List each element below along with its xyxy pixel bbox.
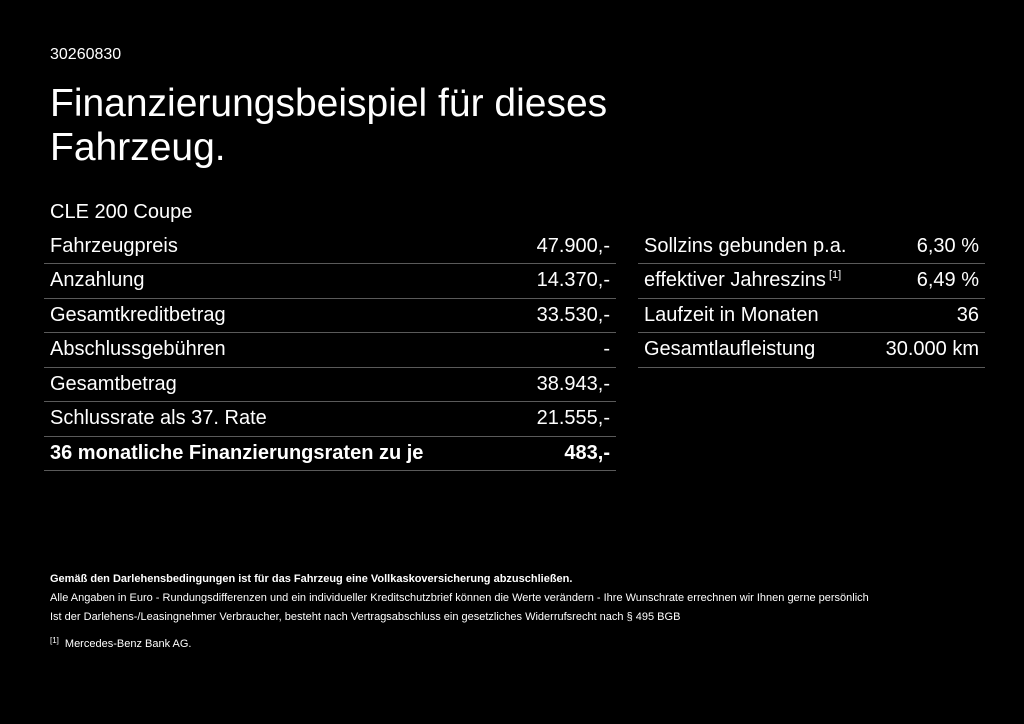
vehicle-model: CLE 200 Coupe bbox=[50, 201, 193, 223]
footnote-marker: [1] bbox=[50, 636, 59, 645]
table-row bbox=[638, 298, 985, 333]
row-value: 483,- bbox=[512, 436, 616, 471]
row-label: 36 monatliche Finanzierungsraten zu je bbox=[44, 436, 512, 471]
row-label: Schlussrate als 37. Rate bbox=[44, 402, 512, 437]
table-row bbox=[638, 333, 985, 368]
row-value: 6,30 % bbox=[871, 229, 985, 264]
footnote-marker: [1] bbox=[828, 269, 842, 282]
row-value: - bbox=[512, 333, 616, 368]
row-value: 36 bbox=[871, 298, 985, 333]
row-value: 30.000 km bbox=[871, 333, 985, 368]
row-value: 47.900,- bbox=[512, 229, 616, 264]
financing-table bbox=[44, 229, 616, 471]
row-label: Gesamtkreditbetrag bbox=[44, 298, 512, 333]
table-row bbox=[44, 333, 616, 368]
row-label-cell bbox=[638, 264, 871, 299]
insurance-note: Gemäß den Darlehensbedingungen ist für das Fahrzeug eine Vollkaskoversicherung abzuschließen. bbox=[50, 573, 573, 585]
table-row bbox=[44, 229, 616, 264]
table-row bbox=[44, 298, 616, 333]
revocation-note: Ist der Darlehens-/Leasingnehmer Verbraucher, besteht nach Vertragsabschluss ein gesetzliches Widerrufsrecht nach § 495 BGB bbox=[50, 611, 681, 623]
table-row bbox=[638, 229, 985, 264]
rounding-note: Alle Angaben in Euro - Rundungsdifferenzen und ein individueller Kreditschutzbrief können die Werte verändern - Ihre Wunschrate errechnen wir Ihnen gerne persönlich bbox=[50, 592, 869, 604]
table-row bbox=[44, 264, 616, 299]
row-label: Laufzeit in Monaten bbox=[638, 298, 871, 333]
row-value: 6,49 % bbox=[871, 264, 985, 299]
legal-notes bbox=[50, 570, 980, 654]
row-value: 14.370,- bbox=[512, 264, 616, 299]
row-value: 33.530,- bbox=[512, 298, 616, 333]
row-label: Fahrzeugpreis bbox=[44, 229, 512, 264]
interest-table bbox=[638, 229, 985, 368]
table-row bbox=[44, 367, 616, 402]
table-row bbox=[44, 402, 616, 437]
page-title: Finanzierungsbeispiel für dieses Fahrzeug. bbox=[50, 82, 608, 169]
row-value: 21.555,- bbox=[512, 402, 616, 437]
reference-number: 30260830 bbox=[50, 46, 122, 63]
footnote-text: Mercedes-Benz Bank AG. bbox=[64, 638, 192, 650]
row-label: effektiver Jahreszins bbox=[644, 269, 826, 292]
monthly-rate-row bbox=[44, 436, 616, 471]
footnote bbox=[50, 631, 980, 654]
row-label: Abschlussgebühren bbox=[44, 333, 512, 368]
row-label: Gesamtlaufleistung bbox=[638, 333, 871, 368]
row-label: Gesamtbetrag bbox=[44, 367, 512, 402]
row-value: 38.943,- bbox=[512, 367, 616, 402]
row-label: Sollzins gebunden p.a. bbox=[638, 229, 871, 264]
row-label: Anzahlung bbox=[44, 264, 512, 299]
table-row bbox=[638, 264, 985, 299]
